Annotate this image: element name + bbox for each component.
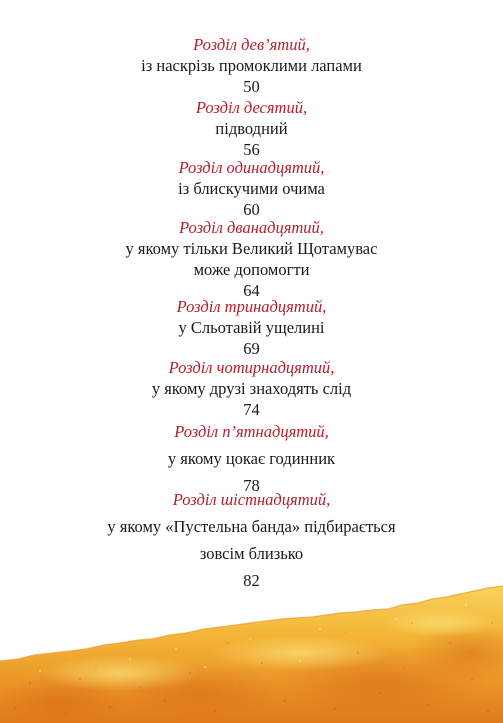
chapter-subtitle: у якому цокає годинник: [167, 449, 336, 468]
chapter-title: Розділ шістнадцятий,: [172, 490, 331, 509]
chapter-title: Розділ п’ятнадцятий,: [174, 422, 329, 441]
chapter-subtitle: із наскрізь промоклими лапами: [141, 56, 362, 75]
toc-entry: [0, 217, 503, 301]
chapter-subtitle: у якому «Пустельна банда» підбирається: [107, 517, 396, 536]
page-number: 60: [243, 200, 260, 219]
chapter-subtitle: зовсім близько: [199, 544, 304, 563]
chapter-subtitle: підводний: [215, 119, 288, 138]
toc-entry: [0, 296, 503, 359]
toc-entry: [0, 97, 503, 160]
chapter-subtitle: у якому друзі знаходять слід: [151, 379, 352, 398]
page-number: 50: [243, 77, 260, 96]
chapter-subtitle: у якому тільки Великий Щотамувас: [125, 239, 378, 258]
chapter-title: Розділ чотирнадцятий,: [168, 358, 335, 377]
chapter-subtitle: із блискучими очима: [178, 179, 325, 198]
page-number: 74: [243, 400, 260, 419]
chapter-subtitle: може допомогти: [193, 260, 310, 279]
page-number: 82: [243, 571, 260, 590]
page-number: 64: [243, 281, 260, 300]
page-number: 56: [243, 140, 260, 159]
toc-entry: [0, 157, 503, 220]
chapter-title: Розділ десятий,: [195, 98, 308, 117]
toc-entry: [0, 357, 503, 420]
chapter-title: Розділ дев’ятий,: [193, 35, 310, 54]
chapter-title: Розділ одинадцятий,: [178, 158, 325, 177]
chapter-title: Розділ дванадцятий,: [179, 218, 324, 237]
page-number: 69: [243, 339, 260, 358]
chapter-title: Розділ тринадцятий,: [176, 297, 327, 316]
toc-entry: [0, 489, 503, 591]
toc-entry: [0, 421, 503, 496]
chapter-subtitle: у Сльотавій ущелині: [178, 318, 325, 337]
toc-entry: [0, 34, 503, 97]
desert-illustration: [0, 583, 503, 723]
page-number: 78: [243, 476, 260, 495]
